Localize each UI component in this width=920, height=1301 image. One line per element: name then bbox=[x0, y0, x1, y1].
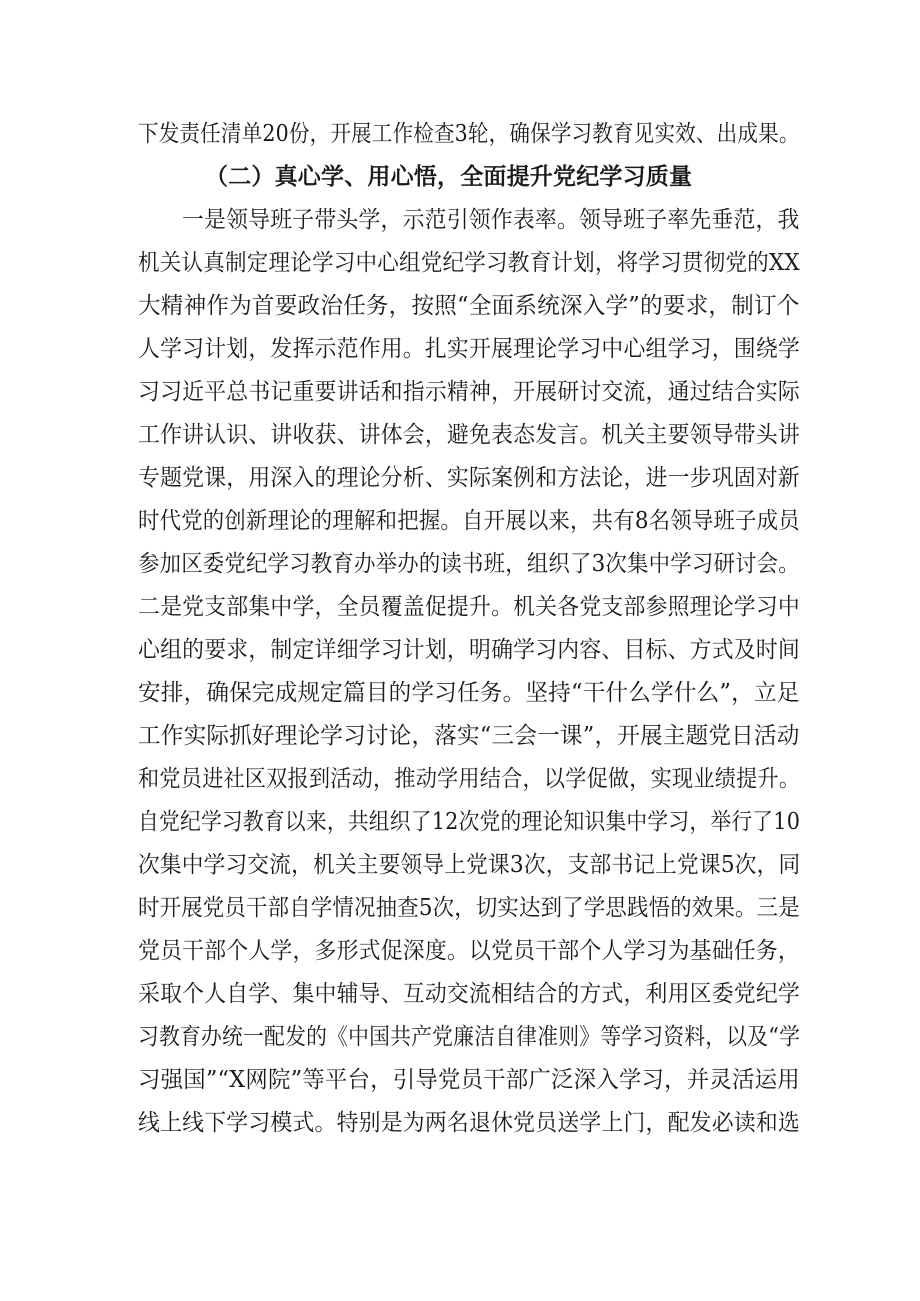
paragraph-line: 人学习计划，发挥示范作用。扎实开展理论学习中心组学习，围绕学 bbox=[138, 336, 800, 362]
paragraph-line: 自党纪学习教育以来，共组织了12次党的理论知识集中学习，举行了10 bbox=[138, 809, 801, 835]
paragraph-line: 工作实际抓好理论学习讨论，落实“三会一课”，开展主题党日活动 bbox=[138, 723, 800, 749]
paragraph-line: 党员干部个人学，多形式促深度。以党员干部个人学习为基础任务， bbox=[138, 938, 800, 964]
paragraph-line: 线上线下学习模式。特别是为两名退休党员送学上门，配发必读和选 bbox=[138, 1110, 800, 1136]
paragraph-line: 次集中学习交流，机关主要领导上党课3次，支部书记上党课5次，同 bbox=[138, 852, 801, 878]
paragraph-line: 习习近平总书记重要讲话和指示精神，开展研讨交流，通过结合实际 bbox=[138, 379, 800, 405]
paragraph-line: 采取个人自学、集中辅导、互动交流相结合的方式，利用区委党纪学 bbox=[138, 981, 800, 1007]
paragraph-line: 机关认真制定理论学习中心组党纪学习教育计划，将学习贯彻党的XX bbox=[138, 250, 800, 276]
paragraph-line: 时代党的创新理论的理解和把握。自开展以来，共有8名领导班子成员 bbox=[138, 508, 800, 534]
section-heading: （二）真心学、用心悟，全面提升党纪学习质量 bbox=[205, 164, 693, 190]
paragraph-line: 时开展党员干部自学情况抽查5次，切实达到了学思践悟的效果。三是 bbox=[138, 895, 800, 921]
paragraph-line: 习强国”“X网院”等平台，引导党员干部广泛深入学习，并灵活运用 bbox=[138, 1067, 800, 1093]
paragraph-line: 心组的要求，制定详细学习计划，明确学习内容、目标、方式及时间 bbox=[138, 637, 800, 663]
paragraph-line: 下发责任清单20份，开展工作检查3轮，确保学习教育见实效、出成果。 bbox=[138, 121, 800, 147]
paragraph-line: 专题党课，用深入的理论分析、实际案例和方法论，进一步巩固对新 bbox=[138, 465, 800, 491]
paragraph-line: 和党员进社区双报到活动，推动学用结合，以学促做，实现业绩提升。 bbox=[138, 766, 801, 792]
paragraph-line: 一是领导班子带头学，示范引领作表率。领导班子率先垂范，我 bbox=[182, 207, 800, 233]
paragraph-line: 参加区委党纪学习教育办举办的读书班，组织了3次集中学习研讨会。 bbox=[138, 551, 800, 577]
paragraph-line: 二是党支部集中学，全员覆盖促提升。机关各党支部参照理论学习中 bbox=[138, 594, 800, 620]
paragraph-line: 大精神作为首要政治任务，按照“全面系统深入学”的要求，制订个 bbox=[138, 293, 800, 319]
paragraph-line: 工作讲认识、讲收获、讲体会，避免表态发言。机关主要领导带头讲 bbox=[138, 422, 800, 448]
paragraph-line: 习教育办统一配发的《中国共产党廉洁自律准则》等学习资料，以及“学 bbox=[138, 1024, 801, 1050]
paragraph-line: 安排，确保完成规定篇目的学习任务。坚持“干什么学什么”，立足 bbox=[138, 680, 800, 706]
